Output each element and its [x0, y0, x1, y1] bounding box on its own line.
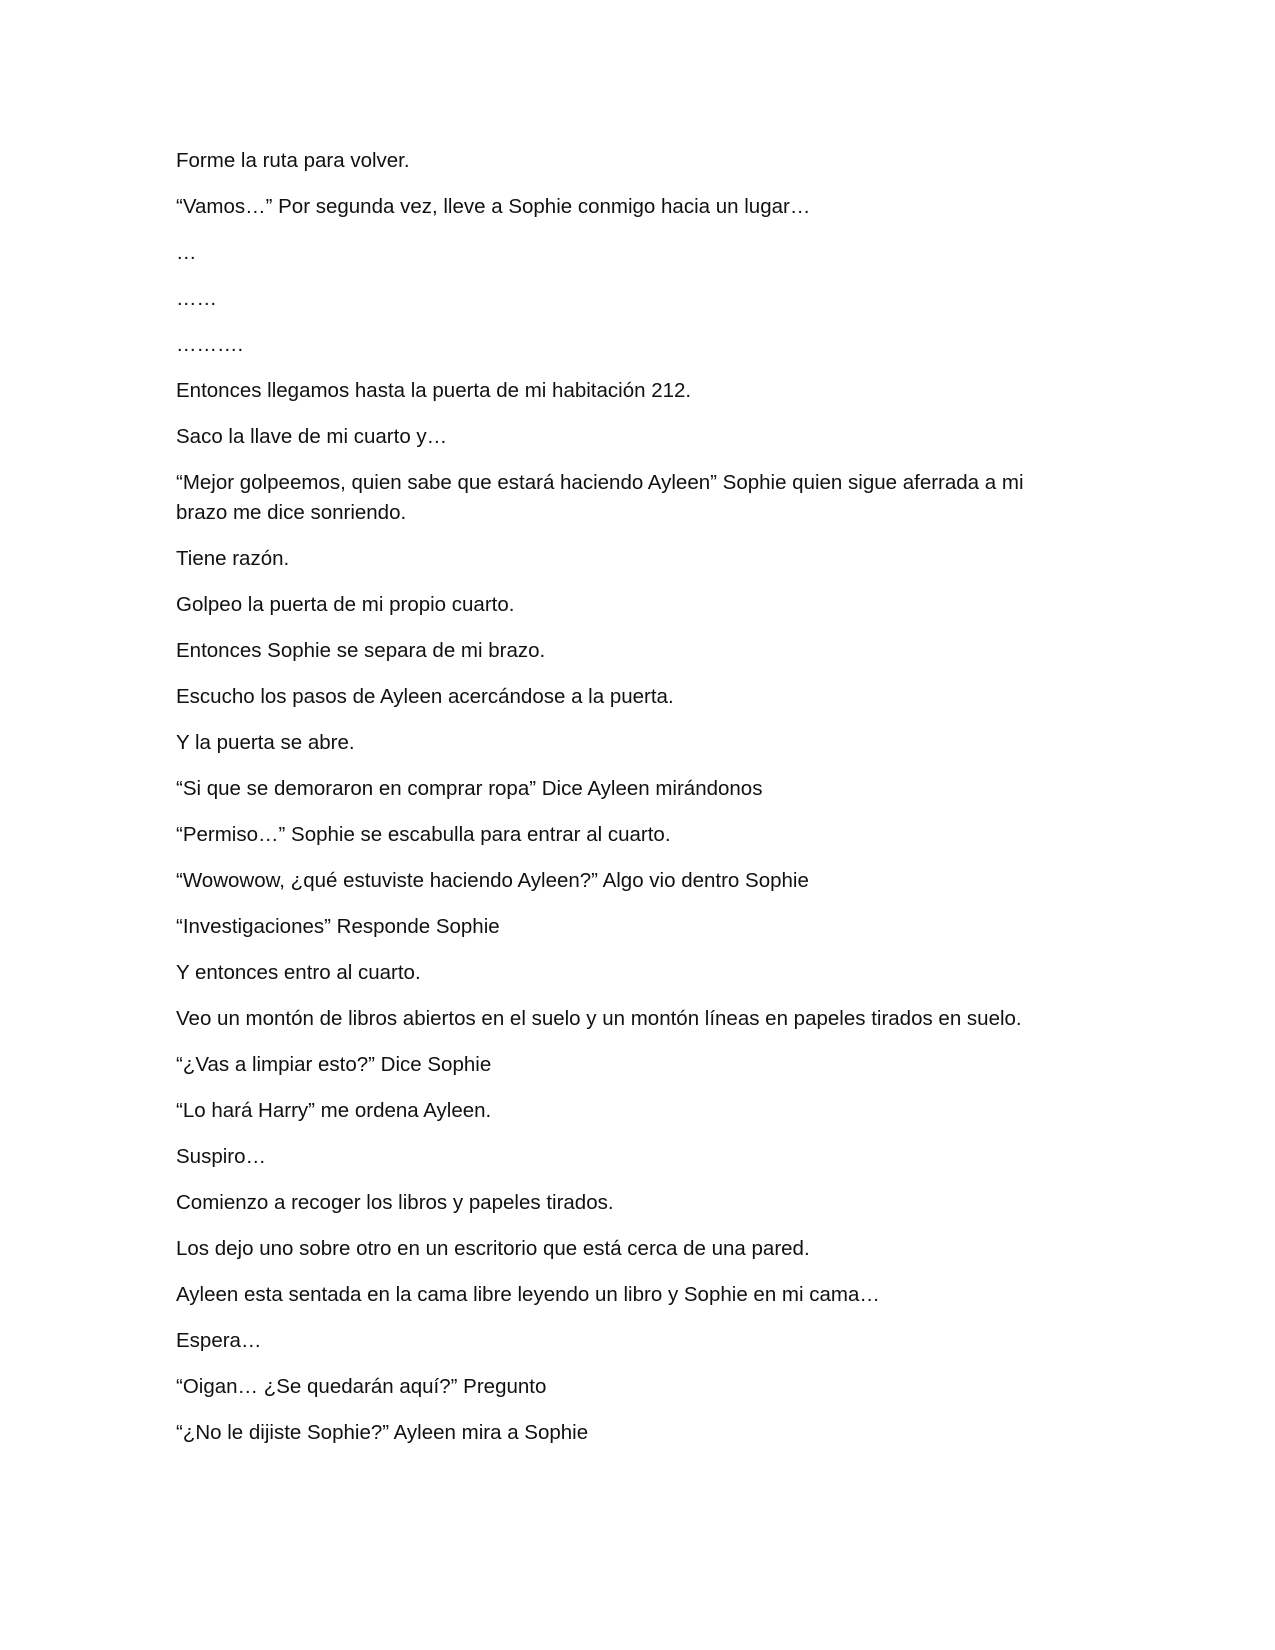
paragraph: “Wowowow, ¿qué estuviste haciendo Ayleen?” Algo vio dentro Sophie	[176, 869, 809, 892]
paragraph: “Permiso…” Sophie se escabulla para entrar al cuarto.	[176, 823, 671, 846]
paragraph: “¿Vas a limpiar esto?” Dice Sophie	[176, 1053, 492, 1076]
paragraph: Forme la ruta para volver.	[176, 149, 410, 172]
paragraph: “Oigan… ¿Se quedarán aquí?” Pregunto	[176, 1375, 547, 1398]
paragraph: Suspiro…	[176, 1145, 267, 1168]
paragraph: “Mejor golpeemos, quien sabe que estará haciendo Ayleen” Sophie quien sigue aferrada a mi brazo me dice sonriendo.	[176, 471, 1024, 524]
paragraph: Y la puerta se abre.	[176, 731, 355, 754]
paragraph: “Vamos…” Por segunda vez, lleve a Sophie conmigo hacia un lugar…	[176, 195, 811, 218]
paragraph: Espera…	[176, 1329, 262, 1352]
paragraph: “Si que se demoraron en comprar ropa” Dice Ayleen mirándonos	[176, 777, 763, 800]
paragraph: …	[176, 241, 197, 264]
paragraph: Escucho los pasos de Ayleen acercándose a la puerta.	[176, 685, 674, 708]
paragraph: Tiene razón.	[176, 547, 290, 570]
paragraph: Comienzo a recoger los libros y papeles tirados.	[176, 1191, 614, 1214]
paragraph: “Investigaciones” Responde Sophie	[176, 915, 500, 938]
paragraph: Entonces Sophie se separa de mi brazo.	[176, 639, 546, 662]
paragraph: Golpeo la puerta de mi propio cuarto.	[176, 593, 515, 616]
paragraph: Veo un montón de libros abiertos en el suelo y un montón líneas en papeles tirados en suelo.	[176, 1007, 1022, 1030]
paragraph: ……….	[176, 333, 244, 356]
paragraph: Los dejo uno sobre otro en un escritorio que está cerca de una pared.	[176, 1237, 810, 1260]
paragraph: Saco la llave de mi cuarto y…	[176, 425, 448, 448]
paragraph: Y entonces entro al cuarto.	[176, 961, 421, 984]
paragraph: “¿No le dijiste Sophie?” Ayleen mira a Sophie	[176, 1421, 589, 1444]
paragraph: ……	[176, 287, 217, 310]
document-body	[176, 146, 1076, 1464]
paragraph: Ayleen esta sentada en la cama libre leyendo un libro y Sophie en mi cama…	[176, 1283, 880, 1306]
paragraph: “Lo hará Harry” me ordena Ayleen.	[176, 1099, 492, 1122]
paragraph: Entonces llegamos hasta la puerta de mi habitación 212.	[176, 379, 692, 402]
